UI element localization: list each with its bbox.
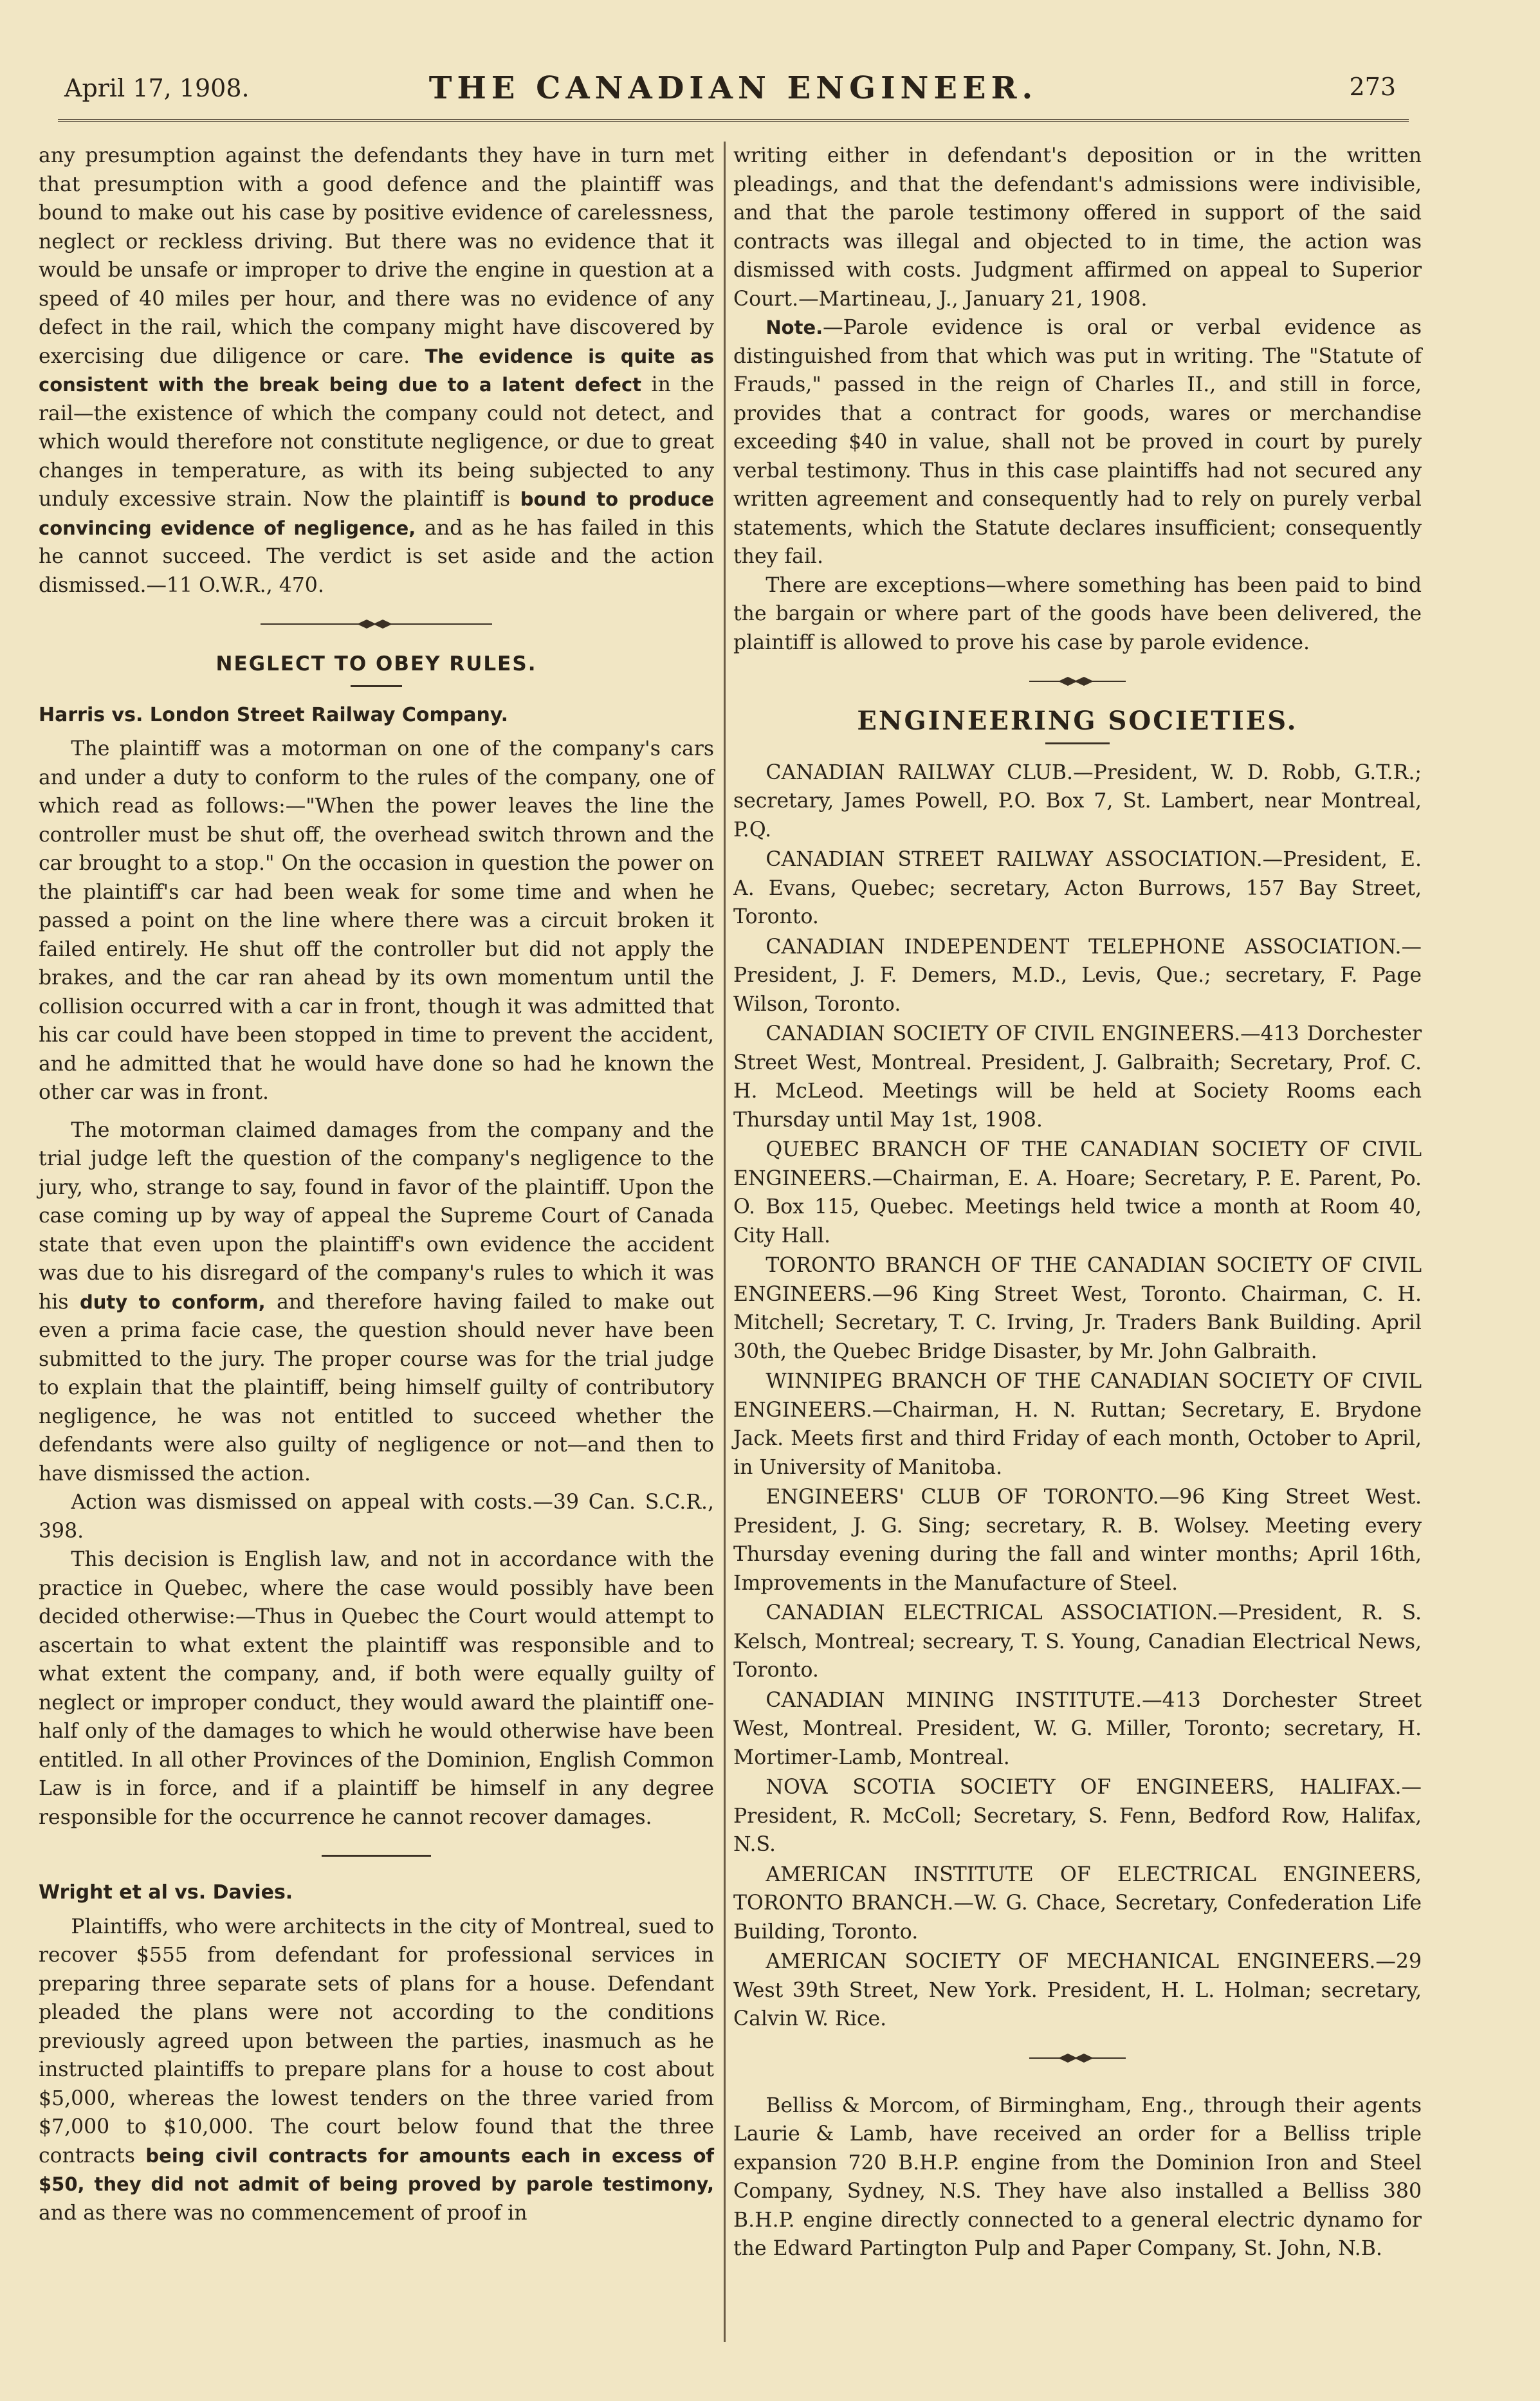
intro-paragraph	[39, 142, 714, 600]
society-entry: CANADIAN RAILWAY CLUB.—President, W. D. Robb, G.T.R.; secretary, James Powell, P.O. Box 7, St. Lambert, near Montreal, P.Q.	[733, 760, 1422, 842]
case1-p2-text-b: and therefore having failed to make out even a prima facie case, the question should never have been submitted to the jury. The proper course was for the trial judge to explain that the plaintiff, being himself guilty of contributory negligence, he was not entitled to succeed whether the defendants were also guilty of negligence or not—and then to have dismissed the action.	[39, 1290, 714, 1486]
header-title: THE CANADIAN ENGINEER.	[428, 70, 1038, 106]
case1-paragraph-3: Action was dismissed on appeal with costs.—39 Can. S.C.R., 398.	[39, 1491, 714, 1543]
right-column	[733, 142, 1422, 2263]
case1-paragraph-4: This decision is English law, and not in accordance with the practice in Quebec, where the case would possibly have been decided otherwise:—Thus in Quebec the Court would attempt to ascertain to what extent the plaintiff was responsible and to what extent the company, and, if both were equally guilty of neglect or improper conduct, they would award the plaintiff one-half only of the damages to which he would otherwise have been entitled. In all other Provinces of the Dominion, English Common Law is in force, and if a plaintiff be himself in any degree responsible for the occurrence he cannot recover damages.	[39, 1548, 714, 1829]
society-entry: CANADIAN STREET RAILWAY ASSOCIATION.—President, E. A. Evans, Quebec; secretary, Acton Burrows, 157 Bay Street, Toronto.	[733, 848, 1422, 928]
note-label: Note.	[765, 317, 823, 338]
intro-text-b: in the rail—the existence of which the company could not detect, and which would therefore not constitute negligence, or due to great changes in temperature, as with its being subjected to any unduly excessive strain. Now the plaintiff is	[39, 373, 714, 511]
belliss-paragraph: Belliss & Morcom, of Birmingham, Eng., through their agents Laurie & Lamb, have received an order for a Belliss triple expansion 720 B.H.P. engine from the Dominion Iron and Steel Company, Sydney, N.S. They have also installed a Belliss 380 B.H.P. engine directly connected to a general electric dynamo for the Edward Partington Pulp and Paper Company, St. John, N.B.	[733, 2093, 1422, 2260]
plain-divider	[322, 1855, 431, 1857]
continued-paragraph: writing either in defendant's deposition or in the written pleadings, and that the defendant's admissions were indivisible, and that the parole testimony offered in support of the said contracts was illegal and objected to in time, the action was dismissed with costs. Judgment affirmed on appeal to Superior Court.—Martineau, J., January 21, 1908.	[733, 144, 1422, 311]
ornament-divider	[261, 616, 492, 632]
note-text: —Parole evidence is oral or verbal evidence as distinguished from that which was put in writing. The "Statute of Frauds," passed in the reign of Charles II., and still in force, provides that a contract for goods, wares or merchandise exceeding $40 in value, shall not be proved in court by purely verbal testimony. Thus in this case plaintiffs had not secured any written agreement and consequently had to rely on purely verbal statements, which the Statute declares insufficient; consequently they fail.	[733, 316, 1422, 568]
case1-paragraph-2	[39, 1116, 714, 1489]
intro-bold-a: The evidence is quite as consistent with the break being due to a latent defect	[39, 345, 714, 396]
societies-list	[733, 759, 1422, 2034]
case2-text-b: and as there was no commencement of proof in	[39, 2201, 527, 2225]
society-entry: WINNIPEG BRANCH OF THE CANADIAN SOCIETY OF CIVIL ENGINEERS.—Chairman, H. N. Ruttan; Secretary, E. Brydone Jack. Meets first and third Friday of each month, October to April, in University of Manitoba.	[733, 1370, 1422, 1479]
intro-bold-b: bound to produce convincing evidence of negligence,	[39, 488, 714, 539]
exceptions-paragraph: There are exceptions—where something has been paid to bind the bargain or where part of the goods have been delivered, the plaintiff is allowed to prove his case by parole evidence.	[733, 573, 1422, 654]
intro-text-c: and as he has failed in this he cannot succeed. The verdict is set aside and the action dismissed.—11 O.W.R., 470.	[39, 516, 714, 597]
page-number: 273	[1349, 73, 1396, 101]
society-entry: NOVA SCOTIA SOCIETY OF ENGINEERS, HALIFAX.—President, R. McColl; Secretary, S. Fenn, Bedford Row, Halifax, N.S.	[733, 1776, 1422, 1856]
case-heading-harris: Harris vs. London Street Railway Company.	[39, 703, 509, 726]
society-entry: CANADIAN INDEPENDENT TELEPHONE ASSOCIATION.—President, J. F. Demers, M.D., Levis, Que.; secretary, F. Page Wilson, Toronto.	[733, 935, 1422, 1016]
ornament-divider	[1029, 2050, 1126, 2066]
case1-p2-text-a: The motorman claimed damages from the company and the trial judge left the question of the company's negligence to the jury, who, strange to say, found in favor of the plaintiff. Upon the case coming up by way of appeal the Supreme Court of Canada state that even upon the plaintiff's own evidence the accident was due to his disregard of the company's rules to which it was his	[39, 1118, 714, 1314]
note-paragraph	[733, 313, 1422, 571]
title-rule	[351, 685, 402, 687]
society-entry: CANADIAN ELECTRICAL ASSOCIATION.—President, R. S. Kelsch, Montreal; secreary, T. S. Young, Canadian Electrical News, Toronto.	[733, 1601, 1422, 1682]
section-title-neglect: NEGLECT TO OBEY RULES.	[215, 652, 537, 676]
society-entry: TORONTO BRANCH OF THE CANADIAN SOCIETY OF CIVIL ENGINEERS.—96 King Street West, Toronto. Chairman, C. H. Mitchell; Secretary, T. C. Irving, Jr. Traders Bank Building. April 30th, the Quebec Bridge Disaster, by Mr. John Galbraith.	[733, 1254, 1422, 1363]
left-column	[39, 142, 714, 2227]
society-entry: ENGINEERS' CLUB OF TORONTO.—96 King Street West. President, J. G. Sing; secretary, R. B. Wolsey. Meeting every Thursday evening during the fall and winter months; April 16th, Improvements in the Manufacture of Steel.	[733, 1486, 1422, 1595]
title-rule	[1045, 742, 1110, 744]
society-entry: QUEBEC BRANCH OF THE CANADIAN SOCIETY OF CIVIL ENGINEERS.—Chairman, E. A. Hoare; Secretary, P. E. Parent, Po. O. Box 115, Quebec. Meetings held twice a month at Room 40, City Hall.	[733, 1138, 1422, 1247]
case1-paragraph-1: The plaintiff was a motorman on one of the company's cars and under a duty to conform to the rules of the company, one of which read as follows:—"When the power leaves the line the controller must be shut off, the overhead switch thrown and the car brought to a stop." On the occasion in question the power on the plaintiff's car had been weak for some time and when he passed a point on the line where there was a circuit broken it failed entirely. He shut off the controller but did not apply the brakes, and the car ran ahead by its own momentum until the collision occurred with a car in front, though it was admitted that his car could have been stopped in time to prevent the accident, and he admitted that he would have done so had he known the other car was in front.	[39, 737, 714, 1104]
society-entry: AMERICAN INSTITUTE OF ELECTRICAL ENGINEERS, TORONTO BRANCH.—W. G. Chace, Secretary, Confederation Life Building, Toronto.	[733, 1863, 1422, 1944]
ornament-divider	[1029, 674, 1126, 689]
page-header	[58, 61, 1409, 122]
case-heading-wright: Wright et al vs. Davies.	[39, 1881, 293, 1904]
case1-p2-bold: duty to conform,	[79, 1291, 266, 1313]
society-entry: CANADIAN MINING INSTITUTE.—413 Dorchester Street West, Montreal. President, W. G. Miller, Toronto; secretary, H. Mortimer-Lamb, Montreal.	[733, 1688, 1422, 1769]
case2-paragraph-1	[39, 1913, 714, 2228]
column-divider	[724, 142, 726, 2342]
header-date: April 17, 1908.	[64, 74, 250, 102]
case2-bold: being civil contracts for amounts each in excess of $50, they did not admit of being proved by parole testimony,	[39, 2144, 714, 2195]
intro-text-a: any presumption against the defendants they have in turn met that presumption with a good defence and the plaintiff was bound to make out his case by positive evidence of carelessness, neglect or reckless driving. But there was no evidence that it would be unsafe or improper to drive the engine in question at a speed of 40 miles per hour, and there was no evidence of any defect in the rail, which the company might have discovered by exercising due diligence or care.	[39, 144, 714, 368]
society-entry: AMERICAN SOCIETY OF MECHANICAL ENGINEERS.—29 West 39th Street, New York. President, H. L. Holman; secretary, Calvin W. Rice.	[733, 1950, 1422, 2030]
section-title-societies: ENGINEERING SOCIETIES.	[857, 706, 1298, 736]
case2-text-a: Plaintiffs, who were architects in the city of Montreal, sued to recover $555 from defendant for professional services in preparing three separate sets of plans for a house. Defendant pleaded the plans were not according to the conditions previously agreed upon between the parties, inasmuch as he instructed plaintiffs to prepare plans for a house to cost about $5,000, whereas the lowest tenders on the three varied from $7,000 to $10,000. The court below found that the three contracts	[39, 1915, 714, 2167]
society-entry: CANADIAN SOCIETY OF CIVIL ENGINEERS.—413 Dorchester Street West, Montreal. President, J. Galbraith; Secretary, Prof. C. H. McLeod. Meetings will be held at Society Rooms each Thursday until May 1st, 1908.	[733, 1022, 1422, 1132]
